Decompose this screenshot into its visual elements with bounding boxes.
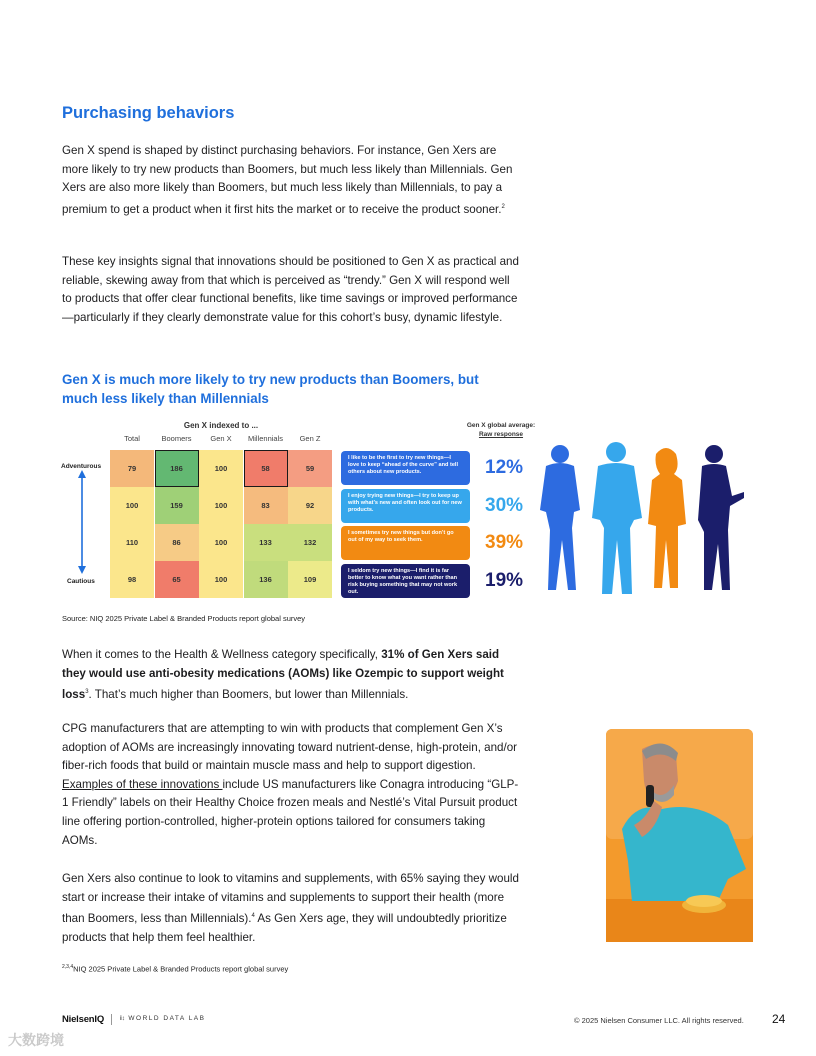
logo-divider xyxy=(111,1014,112,1025)
grid-header: Gen X indexed to ... xyxy=(183,421,259,430)
heatmap-cell: 98 xyxy=(110,561,154,598)
heatmap-cell: 110 xyxy=(110,524,154,561)
heatmap-cell: 133 xyxy=(244,524,288,561)
chart-source: Source: NIQ 2025 Private Label & Branded Products report global survey xyxy=(62,614,306,623)
column-header: Millennials xyxy=(247,434,283,443)
page-number: 24 xyxy=(772,1012,786,1026)
response-percent: 39% xyxy=(485,532,524,553)
heatmap-cell: 79 xyxy=(110,450,154,487)
heatmap-cell: 58 xyxy=(244,450,288,487)
response-box: I enjoy trying new things—I try to keep up with what’s new and often look out for new products. xyxy=(341,489,470,523)
heatmap-cell: 65 xyxy=(155,561,199,598)
heatmap-cell: 100 xyxy=(110,487,154,524)
heatmap-cell: 109 xyxy=(288,561,332,598)
copyright: © 2025 Nielsen Consumer LLC. All rights reserved. xyxy=(574,1016,744,1025)
paragraph-2: These key insights signal that innovations should be positioned to Gen X as practical and reliable, skewing away from that which is perceived as “trendy.” Gen X will respond well to products that offer clear functional benefits, like time savings or improved performance—particularly if they clearly demonstrate value for this cohort’s busy, dynamic lifestyle. xyxy=(62,255,519,324)
people-silhouettes xyxy=(532,440,746,600)
heatmap-cell: 136 xyxy=(244,561,288,598)
chart-title: Gen X is much more likely to try new products than Boomers, but much less likely than Millennials xyxy=(62,372,479,406)
heatmap-cell: 100 xyxy=(199,487,243,524)
response-percent: 12% xyxy=(485,457,524,478)
paragraph-5: Gen Xers also continue to look to vitamins and supplements, with 65% saying they would start or increase their intake of vitamins and supplements to support their health (more than Boomers, less than Millennials).$^4$ As Gen Xers age, they will undoubtedly prioritize products that help them feel healthier. xyxy=(62,872,519,944)
response-box: I sometimes try new things but don’t go out of my way to seek them. xyxy=(341,526,470,560)
response-percent: 30% xyxy=(485,494,524,516)
heatmap-cell: 92 xyxy=(288,487,332,524)
silhouette-light-blue xyxy=(592,442,642,594)
column-header: Gen X xyxy=(210,434,232,443)
heatmap-cell: 159 xyxy=(155,487,199,524)
man-singing-photo xyxy=(606,729,753,942)
heatmap-cell: 186 xyxy=(155,450,199,487)
avg-header: Gen X global average: Raw response xyxy=(466,422,536,438)
response-box: I seldom try new things—I find it is far better to know what you want rather than risk buying something that may not work out. xyxy=(341,564,470,598)
column-header: Boomers xyxy=(161,434,192,443)
heatmap-cell: 83 xyxy=(244,487,288,524)
column-header: Total xyxy=(124,434,140,443)
silhouette-orange xyxy=(648,448,686,588)
silhouette-blue xyxy=(540,445,580,590)
heatmap-cell: 100 xyxy=(199,450,243,487)
partner-logo: i↕ WORLD DATA LAB xyxy=(120,1015,206,1022)
footnote: $^{2,3,4}$NIQ 2025 Private Label & Branded Products report global survey xyxy=(62,964,289,974)
heatmap-cell: 100 xyxy=(199,524,243,561)
nielseniq-logo: NielsenIQ xyxy=(62,1014,105,1025)
response-box: I like to be the first to try new things—I love to keep “ahead of the curve” and tell others about new products. xyxy=(341,451,470,485)
paragraph-1: Gen X spend is shaped by distinct purchasing behaviors. For instance, Gen Xers are more likely to try new products than Boomers, but much less likely than Millennials. Gen Xers are also more likely than Boomers, but much less likely than Millennials, to pay a premium to get a product when it first hits the market or to receive the product sooner.$^2$ xyxy=(62,144,513,216)
label-adventurous: Adventurous xyxy=(61,463,102,470)
paragraph-4: CPG manufacturers that are attempting to win with products that complement Gen X’s adoption of AOMs are increasingly innovating toward nutrient-dense, high-protein, and/or fiber-rich foods that build or maintain muscle mass and help to support digestion. Examples of these innovations include US manufacturers like Conagra introducing “GLP-1 Friendly” labels on their Healthy Choice frozen meals and Nestlé’s Vital Pursuit product line offering portion-controlled, higher-protein options tailored for consumers taking AOMs. xyxy=(62,722,519,847)
paragraph-3: When it comes to the Health & Wellness category specifically, 31% of Gen Xers said they would use anti-obesity medications (AOMs) like Ozempic to support weight loss$^3$. That’s much higher than Boomers, but lower than Millennials. xyxy=(62,648,504,702)
label-cautious: Cautious xyxy=(67,578,95,585)
section-title: Purchasing behaviors xyxy=(62,104,235,122)
column-header: Gen Z xyxy=(299,434,321,443)
heatmap-cell: 86 xyxy=(155,524,199,561)
watermark: 大数跨境 xyxy=(8,1032,64,1048)
adventurous-cautious-arrow xyxy=(76,470,88,574)
response-percent: 19% xyxy=(485,569,524,591)
heatmap-cell: 100 xyxy=(199,561,243,598)
silhouette-navy xyxy=(698,445,744,590)
heatmap-cell: 59 xyxy=(288,450,332,487)
heatmap-cell: 132 xyxy=(288,524,332,561)
innovations-link[interactable]: Examples of these innovations xyxy=(62,777,223,791)
